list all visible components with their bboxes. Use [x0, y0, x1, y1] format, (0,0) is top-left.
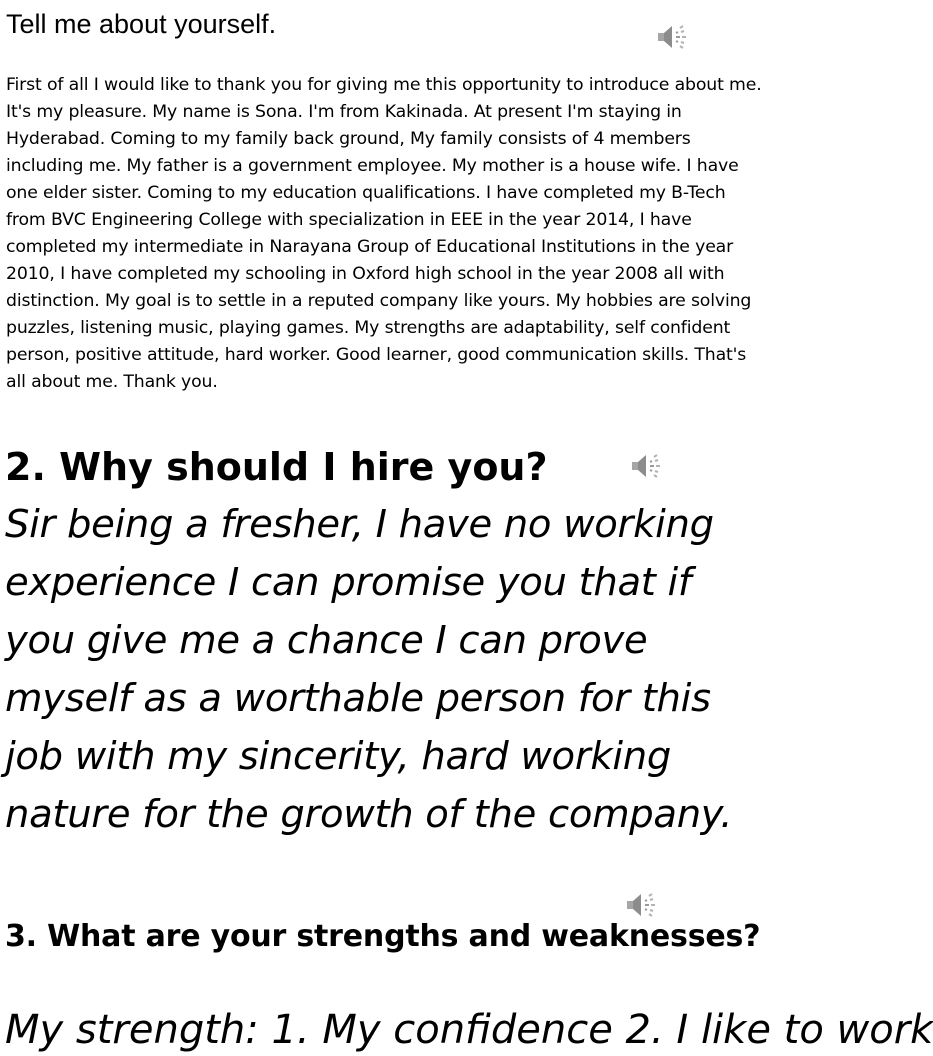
question-2-answer: Sir being a fresher, I have no working experience I can promise you that if you give me a chance I can prove myself as a worthable person for this job with my sincerity, hard working nature for the growth of the company.	[5, 502, 733, 837]
speaker-icon[interactable]	[656, 22, 690, 52]
question-2-title: 2. Why should I hire you?	[5, 445, 548, 489]
question-3-answer: My strength: 1. My confidence 2. I like to work	[5, 1007, 933, 1053]
question-1-title: Tell me about yourself.	[6, 9, 277, 39]
question-1-answer: First of all I would like to thank you for giving me this opportunity to introduce about me. It's my pleasure. My name is Sona. I'm from Kakinada. At present I'm staying in Hyderabad. Coming to my family back ground, My family consists of 4 members including me. My father is a government employee. My mother is a house wife. I have one elder sister. Coming to my education qualifications. I have completed my B-Tech from BVC Engineering College with specialization in EEE in the year 2014, I have completed my intermediate in Narayana Group of Educational Institutions in the year 2010, I have completed my schooling in Oxford high school in the year 2008 all with distinction. My goal is to settle in a reputed company like yours. My hobbies are solving puzzles, listening music, playing games. My strengths are adaptability, self confident person, positive attitude, hard worker. Good learner, good communication skills. That's all about me. Thank you.	[6, 75, 762, 392]
question-3-title: 3. What are your strengths and weaknesses?	[5, 919, 761, 954]
speaker-icon[interactable]	[630, 451, 664, 481]
